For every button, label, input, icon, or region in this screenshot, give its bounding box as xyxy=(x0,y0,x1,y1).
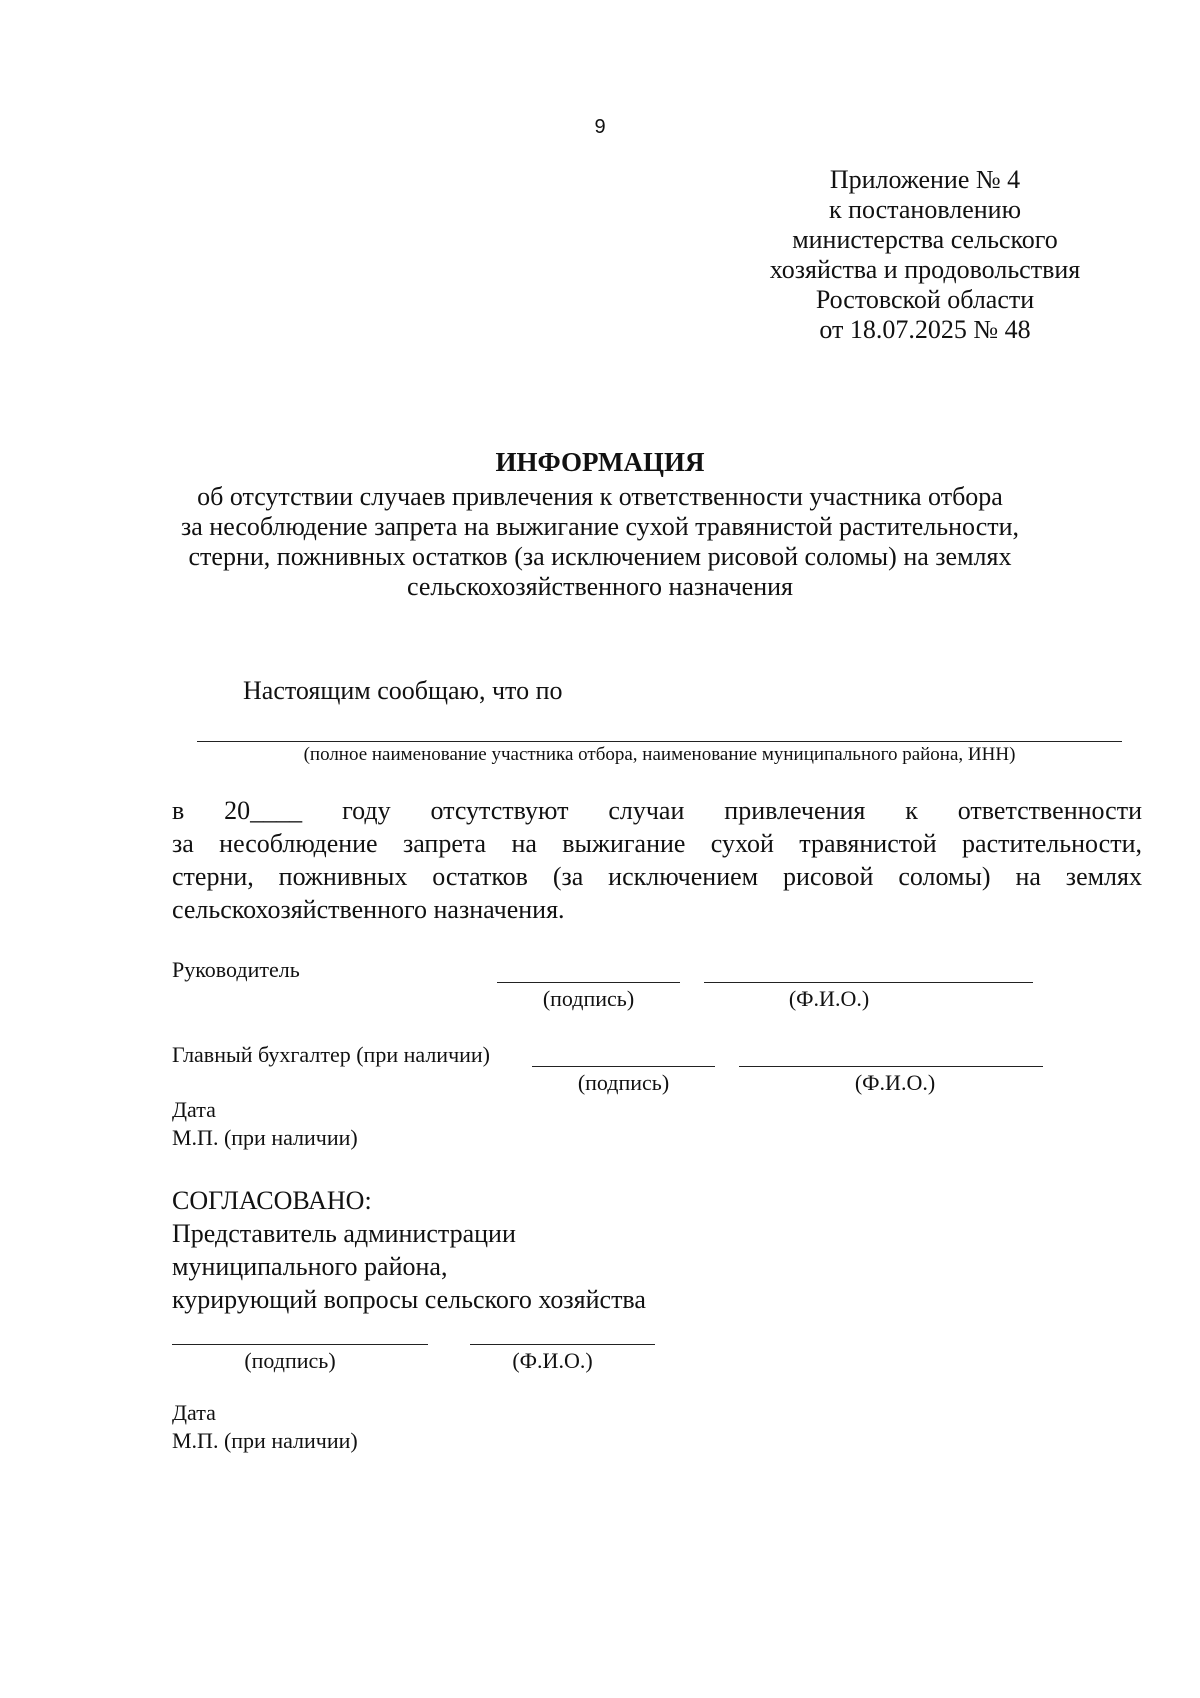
document-title: ИНФОРМАЦИЯ xyxy=(495,447,705,477)
stamp-label: М.П. (при наличии) xyxy=(172,1428,358,1453)
body-line: стерни, пожнивных остатков (за исключением рисовой соломы) на землях xyxy=(172,862,1142,891)
document-subtitle xyxy=(140,482,1060,602)
subtitle-line: стерни, пожнивных остатков (за исключением рисовой соломы) на землях xyxy=(188,542,1012,571)
body-line: за несоблюдение запрета на выжигание сухой травянистой растительности, xyxy=(172,829,1142,858)
approved-line: муниципального района, xyxy=(172,1252,448,1281)
accountant-label: Главный бухгалтер (при наличии) xyxy=(172,1042,491,1067)
head-label: Руководитель xyxy=(172,957,300,982)
appendix-line: Приложение № 4 xyxy=(829,165,1021,194)
approved-signature-caption: (подпись) xyxy=(244,1348,336,1373)
head-signature-line[interactable] xyxy=(497,982,680,983)
appendix-block xyxy=(735,165,1115,345)
appendix-line: к постановлению xyxy=(828,195,1022,224)
body-line: сельскохозяйственного назначения. xyxy=(172,895,565,924)
head-signature-caption: (подпись) xyxy=(542,986,635,1011)
appendix-line: Ростовской области xyxy=(815,285,1035,314)
appendix-line: хозяйства и продовольствия xyxy=(769,255,1081,284)
stamp-label: М.П. (при наличии) xyxy=(172,1125,358,1150)
approved-signature-line[interactable] xyxy=(172,1344,428,1345)
date-label: Дата xyxy=(172,1097,216,1122)
accountant-signature-caption: (подпись) xyxy=(577,1070,670,1095)
approved-name-caption: (Ф.И.О.) xyxy=(512,1348,593,1373)
body-line: в 20____ году отсутствуют случаи привлечения к ответственности xyxy=(172,796,1142,825)
approved-line: Представитель администрации xyxy=(172,1219,516,1248)
appendix-line: от 18.07.2025 № 48 xyxy=(819,315,1031,344)
subtitle-line: об отсутствии случаев привлечения к ответственности участника отбора xyxy=(197,482,1003,511)
approved-name-line[interactable] xyxy=(470,1344,655,1345)
head-name-line[interactable] xyxy=(704,982,1033,983)
accountant-name-line[interactable] xyxy=(739,1066,1043,1067)
intro-text: Настоящим сообщаю, что по xyxy=(243,676,563,705)
subtitle-line: сельскохозяйственного назначения xyxy=(406,572,794,601)
accountant-signature-line[interactable] xyxy=(532,1066,715,1067)
participant-fill-line[interactable] xyxy=(197,741,1122,742)
approved-line: курирующий вопросы сельского хозяйства xyxy=(172,1285,646,1314)
head-name-caption: (Ф.И.О.) xyxy=(788,986,870,1011)
appendix-line: министерства сельского xyxy=(792,225,1058,254)
accountant-name-caption: (Ф.И.О.) xyxy=(854,1070,936,1095)
participant-caption: (полное наименование участника отбора, наименование муниципального района, ИНН) xyxy=(303,744,1016,765)
page-number: 9 xyxy=(594,116,606,138)
date-label: Дата xyxy=(172,1400,216,1425)
approved-heading: СОГЛАСОВАНО: xyxy=(172,1186,372,1215)
subtitle-line: за несоблюдение запрета на выжигание сухой травянистой растительности, xyxy=(180,512,1020,541)
